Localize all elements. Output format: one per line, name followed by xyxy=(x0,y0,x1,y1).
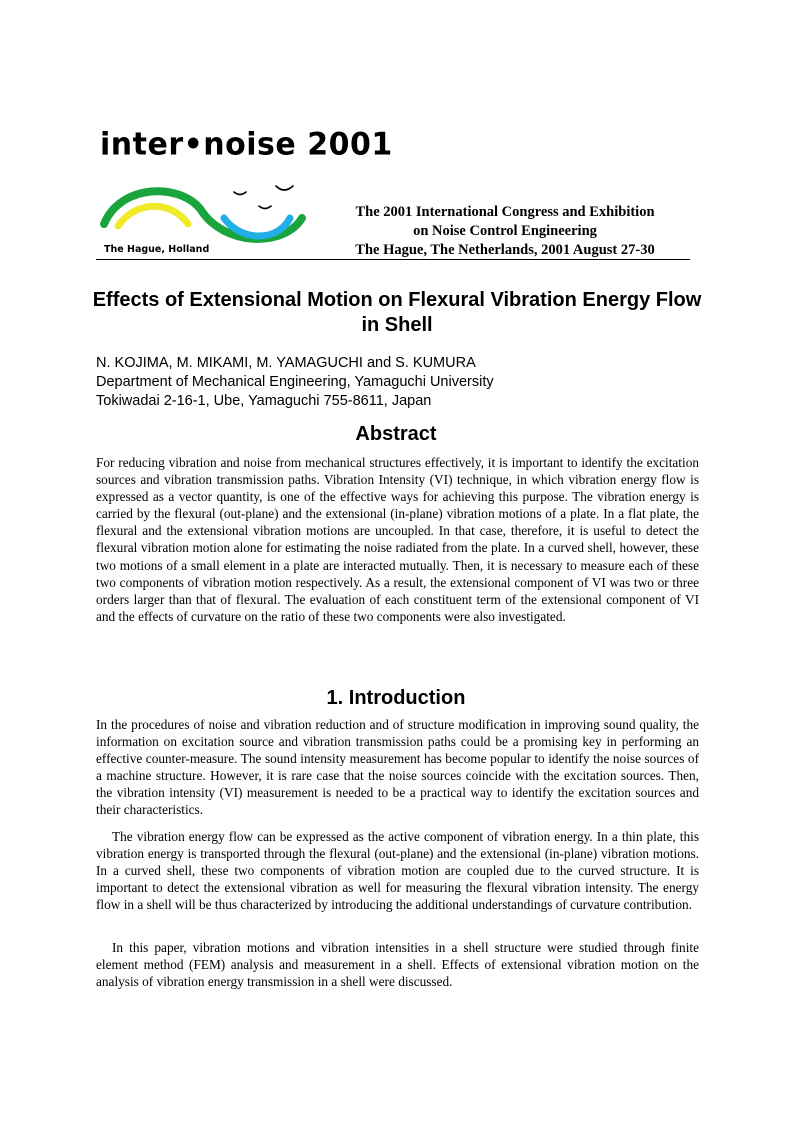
introduction-heading: 1. Introduction xyxy=(326,687,466,709)
logo-location: The Hague, Holland xyxy=(104,244,210,255)
conference-logo-text: inter•noise 2001 xyxy=(100,126,393,163)
header-divider xyxy=(96,259,690,260)
logo-smile-3 xyxy=(276,186,293,190)
paper-title: Effects of Extensional Motion on Flexural Vibration Energy Flow in Shell xyxy=(92,289,702,336)
author-block xyxy=(96,354,494,411)
conference-line-3: The Hague, The Netherlands, 2001 August 27-30 xyxy=(355,242,655,258)
conference-info xyxy=(320,203,690,260)
abstract-text: For reducing vibration and noise from mechanical structures effectively, it is important to identify the excitation sources and vibration transmission paths. Vibration Intensity (VI) technique, in which vibration energy flow is expressed as a vector quantity, is one of the effective ways for achieving this purpose. The vibration energy is carried by the flexural (out-plane) and the extensional (in-plane) vibration motions of a plate. In a flat plate, the flexural and the extensional vibration motions are uncoupled. In that case, therefore, it is useful to detect the flexural vibration motion alone for estimating the noise radiated from the plate. In a curved shell, however, these two motions of a small element in a plate are interacted mutually. Then, it is necessary to measure each of these two components of vibration motion respectively. As a result, the extensional component of VI was two or three orders larger than that of flexural. The evaluation of each constituent term of the extensional component of VI and the effects of curvature on the ratio of these two components were also investigated. xyxy=(96,455,699,624)
logo-yellow-arc xyxy=(118,206,188,226)
logo-smile-1 xyxy=(234,192,246,195)
intro-paragraph-2: The vibration energy flow can be expressed as the active component of vibration energy. In a thin plate, this vibration energy is transported through the flexural (out-plane) and the extensional (in-plane) vibration motions. In a curved shell, these two components of vibration motion are coupled due to the curved structure. It is important to detect the extensional vibration as well for measuring the flexural vibration intensity. The energy flow in a shell will be thus characterized by introducing the additional understandings of curvature contribution. xyxy=(96,829,699,913)
conference-logo-waves xyxy=(96,180,311,250)
intro-paragraph-1: In the procedures of noise and vibration reduction and of structure modification in improving sound quality, the information on excitation source and vibration transmission paths could be a promising key in performing an effective counter-measure. The sound intensity measurement has become popular to identify the noise sources of a machine structure. However, it is rare case that the noise sources coincide with the excitation sources. Then, the vibration intensity (VI) measurement is needed to be a practical way to identify the excitation sources and their characteristics. xyxy=(96,717,699,818)
author-address: Tokiwadai 2-16-1, Ube, Yamaguchi 755-8611, Japan xyxy=(96,393,432,409)
logo-smile-2 xyxy=(259,206,271,209)
conference-line-1: The 2001 International Congress and Exhibition xyxy=(355,204,655,220)
intro-paragraph-3: In this paper, vibration motions and vibration intensities in a shell structure were studied through finite element method (FEM) analysis and measurement in a shell. Effects of extensional vibration motion on the analysis of vibration energy transmission in a shell were discussed. xyxy=(96,940,699,990)
abstract-heading: Abstract xyxy=(355,423,437,445)
conference-line-2: on Noise Control Engineering xyxy=(413,223,597,239)
author-affiliation: Department of Mechanical Engineering, Yamaguchi University xyxy=(96,374,494,390)
author-names: N. KOJIMA, M. MIKAMI, M. YAMAGUCHI and S. KUMURA xyxy=(96,355,476,371)
